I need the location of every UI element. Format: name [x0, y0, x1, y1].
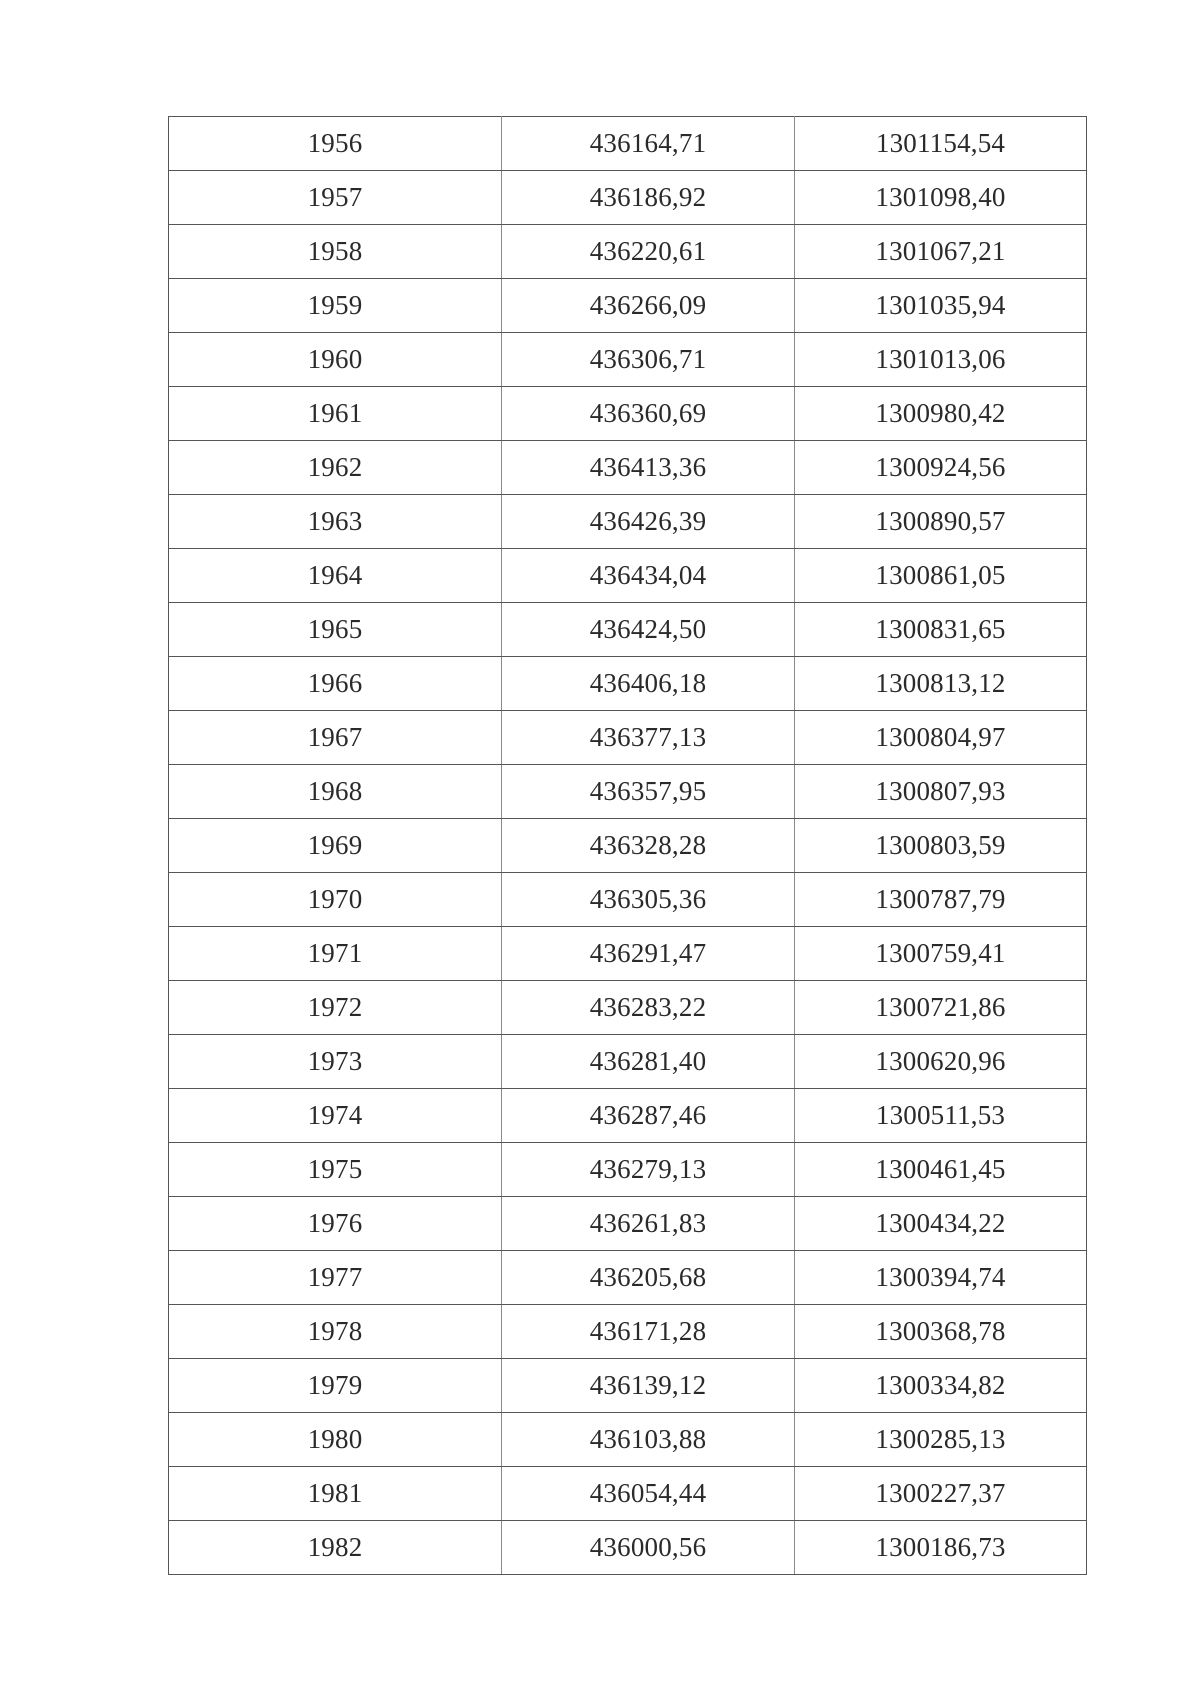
- y-coordinate-cell: 1300227,37: [795, 1467, 1087, 1521]
- point-number-cell: 1965: [169, 603, 502, 657]
- point-number-cell: 1963: [169, 495, 502, 549]
- x-coordinate-cell: 436164,71: [502, 117, 795, 171]
- table-row: [169, 1305, 1087, 1359]
- y-coordinate-cell: 1300721,86: [795, 981, 1087, 1035]
- point-number-cell: 1974: [169, 1089, 502, 1143]
- table-row: [169, 603, 1087, 657]
- table-row: [169, 1197, 1087, 1251]
- table-row: [169, 981, 1087, 1035]
- x-coordinate-cell: 436054,44: [502, 1467, 795, 1521]
- x-coordinate-cell: 436406,18: [502, 657, 795, 711]
- x-coordinate-cell: 436360,69: [502, 387, 795, 441]
- x-coordinate-cell: 436424,50: [502, 603, 795, 657]
- point-number-cell: 1976: [169, 1197, 502, 1251]
- x-coordinate-cell: 436261,83: [502, 1197, 795, 1251]
- point-number-cell: 1956: [169, 117, 502, 171]
- point-number-cell: 1960: [169, 333, 502, 387]
- table-row: [169, 387, 1087, 441]
- y-coordinate-cell: 1301154,54: [795, 117, 1087, 171]
- y-coordinate-cell: 1301067,21: [795, 225, 1087, 279]
- point-number-cell: 1980: [169, 1413, 502, 1467]
- point-number-cell: 1967: [169, 711, 502, 765]
- x-coordinate-cell: 436287,46: [502, 1089, 795, 1143]
- y-coordinate-cell: 1300813,12: [795, 657, 1087, 711]
- x-coordinate-cell: 436279,13: [502, 1143, 795, 1197]
- y-coordinate-cell: 1300831,65: [795, 603, 1087, 657]
- y-coordinate-cell: 1300980,42: [795, 387, 1087, 441]
- x-coordinate-cell: 436186,92: [502, 171, 795, 225]
- y-coordinate-cell: 1300890,57: [795, 495, 1087, 549]
- x-coordinate-cell: 436220,61: [502, 225, 795, 279]
- y-coordinate-cell: 1300186,73: [795, 1521, 1087, 1575]
- table-row: [169, 1359, 1087, 1413]
- y-coordinate-cell: 1300285,13: [795, 1413, 1087, 1467]
- x-coordinate-cell: 436306,71: [502, 333, 795, 387]
- y-coordinate-cell: 1301098,40: [795, 171, 1087, 225]
- y-coordinate-cell: 1300394,74: [795, 1251, 1087, 1305]
- y-coordinate-cell: 1301035,94: [795, 279, 1087, 333]
- y-coordinate-cell: 1300924,56: [795, 441, 1087, 495]
- table-row: [169, 1143, 1087, 1197]
- table-row: [169, 1251, 1087, 1305]
- x-coordinate-cell: 436283,22: [502, 981, 795, 1035]
- table-row: [169, 495, 1087, 549]
- y-coordinate-cell: 1300807,93: [795, 765, 1087, 819]
- table-row: [169, 279, 1087, 333]
- table-row: [169, 225, 1087, 279]
- y-coordinate-cell: 1300368,78: [795, 1305, 1087, 1359]
- table-row: [169, 441, 1087, 495]
- x-coordinate-cell: 436434,04: [502, 549, 795, 603]
- x-coordinate-cell: 436266,09: [502, 279, 795, 333]
- point-number-cell: 1966: [169, 657, 502, 711]
- point-number-cell: 1972: [169, 981, 502, 1035]
- y-coordinate-cell: 1300804,97: [795, 711, 1087, 765]
- point-number-cell: 1970: [169, 873, 502, 927]
- x-coordinate-cell: 436305,36: [502, 873, 795, 927]
- point-number-cell: 1979: [169, 1359, 502, 1413]
- point-number-cell: 1962: [169, 441, 502, 495]
- x-coordinate-cell: 436103,88: [502, 1413, 795, 1467]
- x-coordinate-cell: 436000,56: [502, 1521, 795, 1575]
- y-coordinate-cell: 1300334,82: [795, 1359, 1087, 1413]
- table-row: [169, 333, 1087, 387]
- point-number-cell: 1964: [169, 549, 502, 603]
- table-row: [169, 1521, 1087, 1575]
- point-number-cell: 1958: [169, 225, 502, 279]
- coordinates-table: [168, 116, 1087, 1575]
- table-row: [169, 1413, 1087, 1467]
- point-number-cell: 1961: [169, 387, 502, 441]
- x-coordinate-cell: 436171,28: [502, 1305, 795, 1359]
- point-number-cell: 1978: [169, 1305, 502, 1359]
- y-coordinate-cell: 1300434,22: [795, 1197, 1087, 1251]
- y-coordinate-cell: 1300787,79: [795, 873, 1087, 927]
- point-number-cell: 1973: [169, 1035, 502, 1089]
- table-row: [169, 1467, 1087, 1521]
- table-row: [169, 927, 1087, 981]
- x-coordinate-cell: 436139,12: [502, 1359, 795, 1413]
- point-number-cell: 1971: [169, 927, 502, 981]
- x-coordinate-cell: 436291,47: [502, 927, 795, 981]
- point-number-cell: 1977: [169, 1251, 502, 1305]
- point-number-cell: 1969: [169, 819, 502, 873]
- point-number-cell: 1957: [169, 171, 502, 225]
- point-number-cell: 1959: [169, 279, 502, 333]
- y-coordinate-cell: 1300461,45: [795, 1143, 1087, 1197]
- table-row: [169, 117, 1087, 171]
- point-number-cell: 1981: [169, 1467, 502, 1521]
- x-coordinate-cell: 436426,39: [502, 495, 795, 549]
- x-coordinate-cell: 436357,95: [502, 765, 795, 819]
- y-coordinate-cell: 1300759,41: [795, 927, 1087, 981]
- table-row: [169, 549, 1087, 603]
- y-coordinate-cell: 1300620,96: [795, 1035, 1087, 1089]
- table-row: [169, 711, 1087, 765]
- point-number-cell: 1968: [169, 765, 502, 819]
- x-coordinate-cell: 436281,40: [502, 1035, 795, 1089]
- table-row: [169, 657, 1087, 711]
- point-number-cell: 1975: [169, 1143, 502, 1197]
- x-coordinate-cell: 436205,68: [502, 1251, 795, 1305]
- table-row: [169, 171, 1087, 225]
- table-row: [169, 819, 1087, 873]
- x-coordinate-cell: 436328,28: [502, 819, 795, 873]
- y-coordinate-cell: 1300861,05: [795, 549, 1087, 603]
- table-row: [169, 873, 1087, 927]
- y-coordinate-cell: 1301013,06: [795, 333, 1087, 387]
- y-coordinate-cell: 1300803,59: [795, 819, 1087, 873]
- point-number-cell: 1982: [169, 1521, 502, 1575]
- table-row: [169, 1035, 1087, 1089]
- table-row: [169, 1089, 1087, 1143]
- x-coordinate-cell: 436413,36: [502, 441, 795, 495]
- y-coordinate-cell: 1300511,53: [795, 1089, 1087, 1143]
- x-coordinate-cell: 436377,13: [502, 711, 795, 765]
- table-row: [169, 765, 1087, 819]
